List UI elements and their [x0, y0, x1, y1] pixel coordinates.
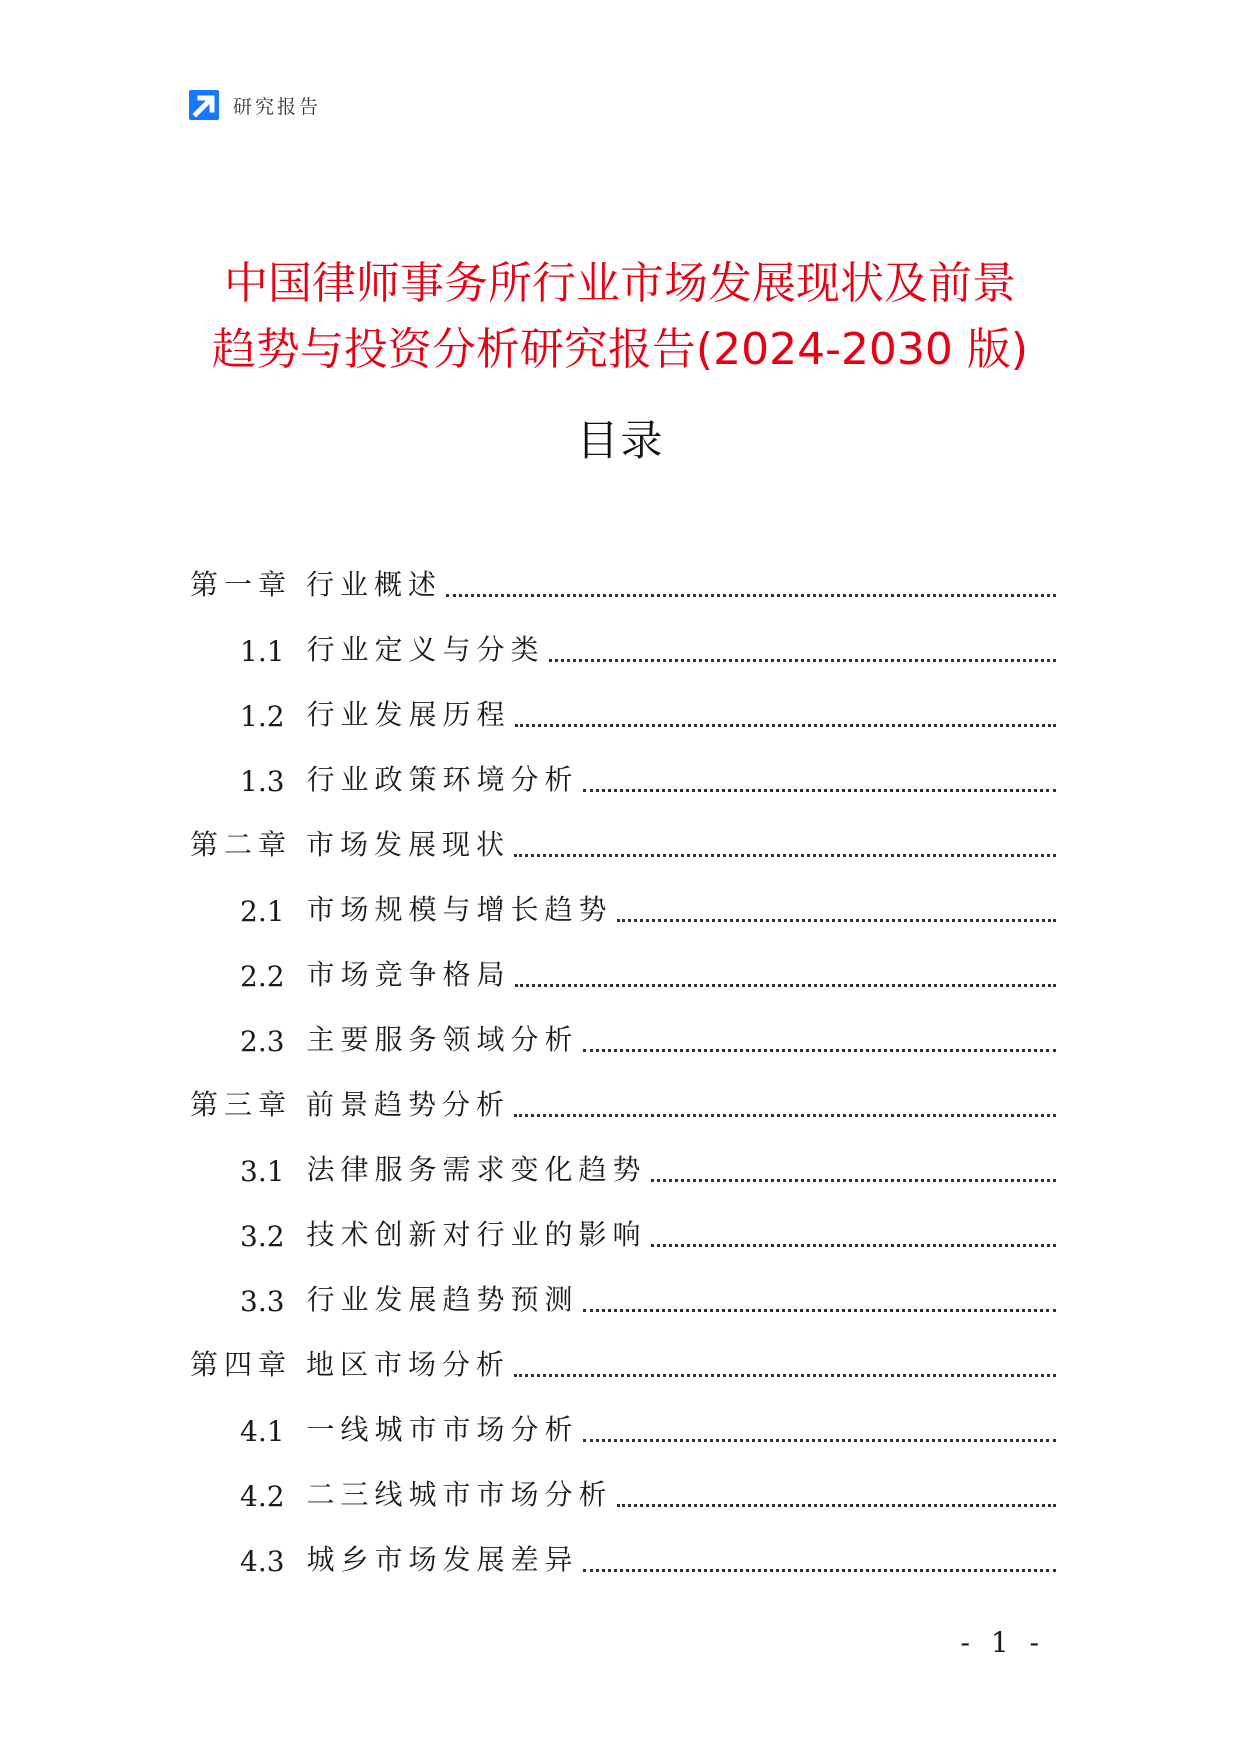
page-number: - 1 -	[960, 1626, 1045, 1659]
toc-chapter-entry[interactable]	[190, 538, 1056, 603]
toc-dot-leader	[583, 1439, 1056, 1442]
toc-entry-text: 行业定义与分类	[306, 633, 545, 666]
toc-section-entry[interactable]	[190, 1448, 1056, 1513]
toc-dot-leader	[515, 984, 1056, 987]
toc-section-entry[interactable]	[190, 1513, 1056, 1578]
toc-dot-leader	[651, 1179, 1056, 1182]
toc-chapter-label: 第一章	[190, 568, 293, 601]
toc-chapter-label: 第二章	[190, 828, 293, 861]
toc-dot-leader	[514, 1114, 1056, 1117]
toc-entry-text: 地区市场分析	[306, 1348, 511, 1381]
toc-section-number: 1.2	[240, 700, 285, 733]
toc-section-number: 4.1	[240, 1415, 285, 1448]
toc-entry-text: 市场竞争格局	[306, 958, 511, 991]
toc-chapter-entry[interactable]	[190, 1318, 1056, 1383]
toc-section-entry[interactable]	[190, 1253, 1056, 1318]
toc-entry-text: 二三线城市市场分析	[306, 1478, 613, 1511]
toc-section-entry[interactable]	[190, 863, 1056, 928]
title-line-2: 趋势与投资分析研究报告(2024-2030 版)	[211, 324, 1029, 376]
toc-chapter-entry[interactable]	[190, 1058, 1056, 1123]
toc-dot-leader	[583, 1569, 1056, 1572]
toc-section-entry[interactable]	[190, 1123, 1056, 1188]
report-title	[150, 251, 1090, 383]
toc-section-entry[interactable]	[190, 733, 1056, 798]
toc-section-entry[interactable]	[190, 928, 1056, 993]
toc-chapter-label: 第三章	[190, 1088, 293, 1121]
toc-entry-text: 行业政策环境分析	[306, 763, 579, 796]
toc-entry-text: 市场发展现状	[306, 828, 511, 861]
title-line-1: 中国律师事务所行业市场发展现状及前景	[224, 258, 1016, 310]
toc-entry-text: 法律服务需求变化趋势	[306, 1153, 647, 1186]
toc-section-number: 4.3	[240, 1545, 285, 1578]
toc-chapter-label: 第四章	[190, 1348, 293, 1381]
toc-entry-text: 一线城市市场分析	[306, 1413, 579, 1446]
toc-entry-text: 行业概述	[306, 568, 443, 601]
toc-section-entry[interactable]	[190, 603, 1056, 668]
toc-dot-leader	[583, 1049, 1056, 1052]
toc-entry-text: 市场规模与增长趋势	[306, 893, 613, 926]
arrow-up-right-icon	[189, 90, 219, 120]
toc-dot-leader	[446, 594, 1056, 597]
toc-section-number: 4.2	[240, 1480, 285, 1513]
toc-section-entry[interactable]	[190, 1383, 1056, 1448]
toc-section-number: 2.3	[240, 1025, 285, 1058]
toc-entry-text: 行业发展趋势预测	[306, 1283, 579, 1316]
toc-dot-leader	[514, 854, 1056, 857]
toc-heading: 目录	[576, 416, 665, 465]
table-of-contents	[190, 538, 1056, 1578]
toc-dot-leader	[617, 1504, 1056, 1507]
toc-section-entry[interactable]	[190, 1188, 1056, 1253]
toc-section-number: 3.3	[240, 1285, 285, 1318]
toc-dot-leader	[549, 659, 1056, 662]
toc-entry-text: 行业发展历程	[306, 698, 511, 731]
toc-section-number: 2.2	[240, 960, 285, 993]
toc-dot-leader	[515, 724, 1056, 727]
toc-section-number: 1.3	[240, 765, 285, 798]
toc-section-number: 3.2	[240, 1220, 285, 1253]
toc-section-number: 3.1	[240, 1155, 285, 1188]
toc-dot-leader	[583, 1309, 1056, 1312]
report-header	[189, 90, 321, 120]
toc-dot-leader	[514, 1374, 1056, 1377]
toc-dot-leader	[583, 789, 1056, 792]
toc-chapter-entry[interactable]	[190, 798, 1056, 863]
header-label: 研究报告	[233, 95, 322, 118]
toc-section-number: 2.1	[240, 895, 285, 928]
toc-entry-text: 主要服务领域分析	[306, 1023, 579, 1056]
toc-dot-leader	[617, 919, 1056, 922]
toc-dot-leader	[651, 1244, 1056, 1247]
toc-entry-text: 技术创新对行业的影响	[306, 1218, 647, 1251]
toc-section-entry[interactable]	[190, 668, 1056, 733]
toc-entry-text: 城乡市场发展差异	[306, 1543, 579, 1576]
toc-section-entry[interactable]	[190, 993, 1056, 1058]
toc-entry-text: 前景趋势分析	[306, 1088, 511, 1121]
toc-section-number: 1.1	[240, 635, 285, 668]
